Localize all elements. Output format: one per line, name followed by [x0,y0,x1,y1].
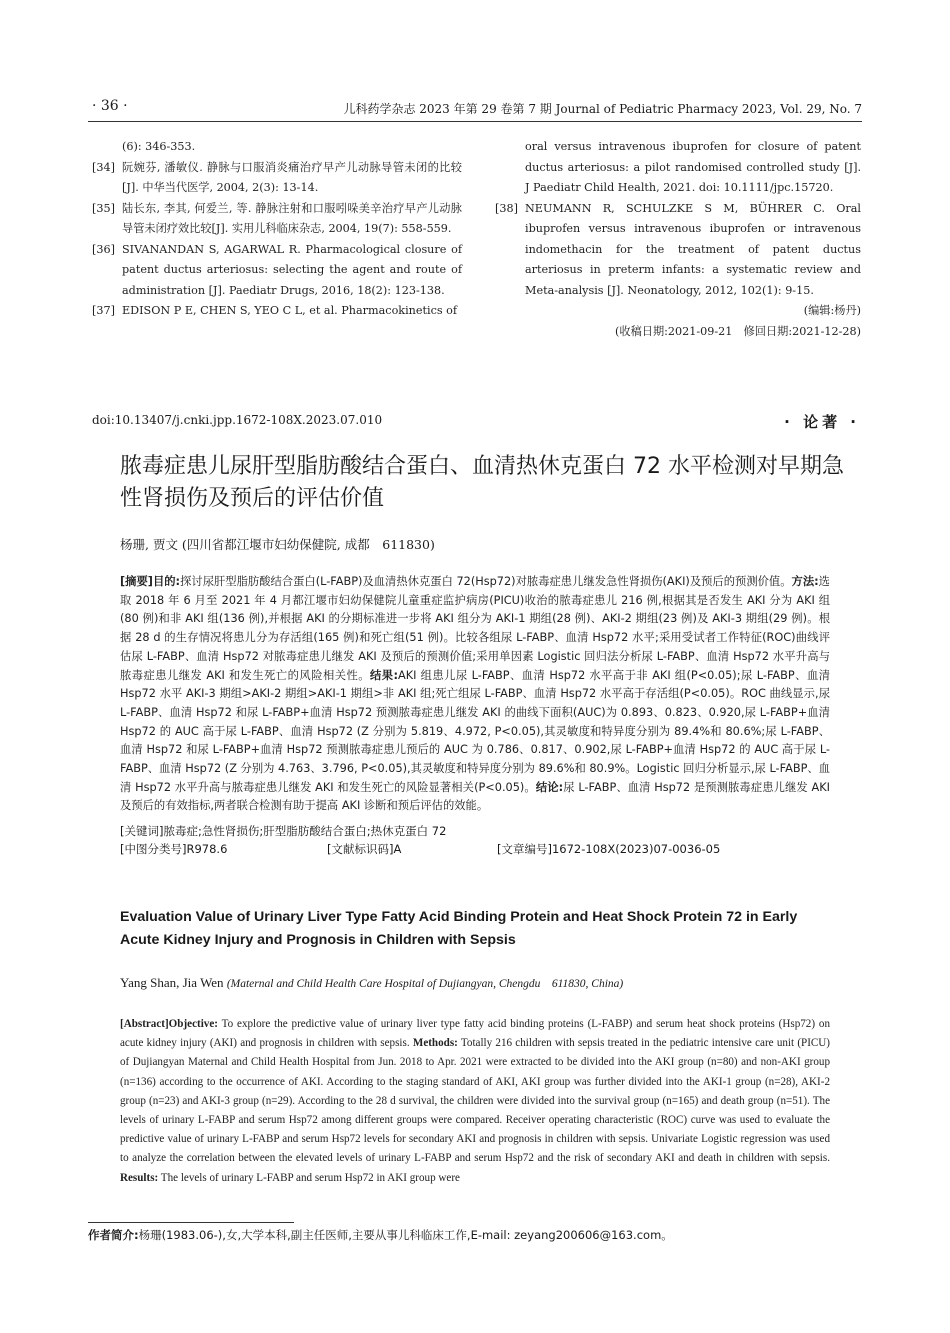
received-dates: (收稿日期:2021-09-21 修回日期:2021-12-28) [615,324,861,338]
keywords-zh: [关键词]脓毒症;急性肾损伤;肝型脂肪酸结合蛋白;热休克蛋白 72 [120,824,447,838]
conclusion-label: 结论: [535,780,564,794]
abstract-en [120,1015,830,1188]
authors-en: Yang Shan, Jia Wen (Maternal and Child Health Care Hospital of Dujiangyan, Chengdu 611830, China) [120,975,624,990]
running-header: 儿科药学杂志 2023 年第 29 卷第 7 期 Journal of Pediatric Pharmacy 2023, Vol. 29, No. 7 [343,102,862,116]
references-left-column [92,137,462,322]
conclusion-text: 尿 L-FABP、血清 Hsp72 是预测脓毒症患儿继发 AKI 及预后的有效指标,两者联合检测有助于提高 AKI 诊断和预后评估的效能。 [120,780,830,813]
page-number: · 36 · [92,98,128,114]
reference-item: [35] 陆长东, 李其, 何爱兰, 等. 静脉注射和口服吲哚美辛治疗早产儿动脉导管未闭疗效比较[J]. 实用儿科临床杂志, 2004, 19(7): 558-559. [92,201,462,235]
section-tag: · 论著 · [784,413,860,431]
methods-label: Methods: [412,1037,458,1050]
methods-label: 方法: [791,575,819,588]
results-label: 结果: [370,668,399,682]
reference-item: (6): 346-353. [122,140,196,153]
article-title-zh: 脓毒症患儿尿肝型脂肪酸结合蛋白、血清热休克蛋白 72 水平检测对早期急性肾损伤及预后的评估价值 [120,454,844,511]
article-doi: doi:10.13407/j.cnki.jpp.1672-108X.2023.07.010 [92,413,383,427]
results-label: Results: [120,1171,159,1184]
reference-item: [36] SIVANANDAN S, AGARWAL R. Pharmacological closure of patent ductus arteriosus: selecting the agent and route of administration [J]. Paediatr Drugs, 2016, 18(2): 123-138. [92,242,462,297]
results-text: AKI 组患儿尿 L-FABP、血清 Hsp72 水平高于非 AKI 组(P<0.05);尿 L-FABP、血清 Hsp72 水平 AKI-3 期组>AKI-2 期组>AKI-1 期组>非 AKI 组;死亡组尿 L-FABP、血清 Hsp72 水平高于存活组(P<0.05)。ROC 曲线显示,尿 L-FABP、血清 Hsp72 和尿 L-FABP+血清 Hsp72 预测脓毒症患儿继发 AKI 的曲线下面积(AUC)为 0.893、0.823、0.920,尿 L-FABP+血清 Hsp72 的 AUC 高于尿 L-FABP、血清 Hsp72 (Z 分别为 5.819、4.972, P<0.05),其灵敏度和特异度分别为 89.4%和 80.6%;尿 L-FABP、血清 Hsp72 和尿 L-FABP+血清 Hsp72 预测脓毒症患儿预后的 AUC 为 0.786、0.817、0.902,尿 L-FABP+血清 Hsp72 的 AUC 高于尿 L-FABP、血清 Hsp72 (Z 分别为 4.763、3.796, P<0.05),其灵敏度和特异度分别为 89.6%和 80.9%。Logistic 回归分析显示,尿 L-FABP、血清 Hsp72 水平升高与脓毒症患儿继发 AKI 和发生死亡的风险显著相关(P<0.05)。 [120,668,830,794]
objective-text: 探讨尿肝型脂肪酸结合蛋白(L-FABP)及血清热休克蛋白 72(Hsp72)对脓毒症患儿继发急性肾损伤(AKI)及预后的预测价值。 [180,575,792,588]
article-title-en: Evaluation Value of Urinary Liver Type Fatty Acid Binding Protein and Heat Shock Protein 72 in Early Acute Kidney Injury and Prognosis in Children with Sepsis [120,909,798,948]
reference-item: [37] EDISON P E, CHEN S, YEO C L, et al. Pharmacokinetics of [92,304,458,317]
authors-zh: 杨珊, 贾文 (四川省都江堰市妇幼保健院, 成都 611830) [120,537,435,552]
header-rule [88,121,862,122]
document-code: [文献标识码]A [327,842,402,856]
results-text: The levels of urinary L-FABP and serum Hsp72 in AKI group were [160,1171,460,1184]
clc-number: [中图分类号]R978.6 [120,842,228,856]
objective-label: 目的: [152,575,181,588]
footnote-rule [88,1222,294,1223]
reference-item: oral versus intravenous ibuprofen for closure of patent ductus arteriosus: a pilot randomised controlled study [J]. J Paediatr Child Health, 2021. doi: 10.1111/jpc.15720. [525,140,861,194]
references-right-column [495,137,861,342]
author-footnote: 作者简介:杨珊(1983.06-),女,大学本科,副主任医师,主要从事儿科临床工作,E-mail: zeyang200606@163.com。 [88,1228,673,1242]
reference-item: [34] 阮婉芬, 潘敏仪. 静脉与口服消炎痛治疗早产儿动脉导管未闭的比较[J]. 中华当代医学, 2004, 2(3): 13-14. [92,160,462,194]
methods-text: 选取 2018 年 6 月至 2021 年 4 月都江堰市妇幼保健院儿童重症监护病房(PICU)收治的脓毒症患儿 216 例,根据其是否发生 AKI 分为 AKI 组(80 例)和非 AKI 组(136 例),并根据 AKI 的分期标准进一步将 AKI 组分为 AKI-1 期组(28 例)、AKI-2 期组(23 例)及 AKI-3 期组(29 例)。根据 28 d 的生存情况将患儿分为存活组(165 例)和死亡组(51 例)。比较各组尿 L-FABP、血清 Hsp72 水平;采用受试者工作特征(ROC)曲线评估尿 L-FABP、血清 Hsp72 对脓毒症患儿继发 AKI 及预后的预测价值;采用单因素 Logistic 回归法分析尿 L-FABP、血清 Hsp72 水平升高与脓毒症患儿继发 AKI 和发生死亡的风险相关性。 [120,575,830,682]
abstract-label: [Abstract] [120,1018,169,1030]
objective-text: To explore the predictive value of urinary liver type fatty acid binding proteins (L-FABP) and serum heat shock proteins (Hsp72) on acute kidney injury (AKI) and prognosis in children with sepsis. [120,1018,830,1050]
methods-text: Totally 216 children with sepsis treated in the pediatric intensive care unit (PICU) of Dujiangyan Maternal and Child Health Hospital from Jun. 2018 to Apr. 2021 were extracted to be divided into the AKI group (n=80) and non-AKI group (n=136) according to the occurrence of AKI. According to the staging standard of AKI, AKI group was further divided into the AKI-1 group (n=28), AKI-2 group (n=23) and AKI-3 group (n=29). According to the 28 d survival, the children were divided into the survival group (n=165) and death group (n=51). The levels of urinary L-FABP and serum Hsp72 among different groups were compared. Receiver operating characteristic (ROC) curve was used to evaluate the predictive value of urinary L-FABP and serum Hsp72 levels for secondary AKI and prognosis in children with sepsis. Univariate Logistic regression was used to analyze the correlation between the elevated levels of urinary L-FABP and serum Hsp72 and the risk of secondary AKI and death in children with sepsis. [120,1037,830,1165]
abstract-label: [摘要] [120,575,153,588]
reference-item: [38] NEUMANN R, SCHULZKE S M, BÜHRER C. Oral ibuprofen versus intravenous ibuprofen or intravenous indomethacin for the treatment of patent ductus arteriosus in preterm infants: a systematic review and Meta-analysis [J]. Neonatology, 2012, 102(1): 9-15. [495,201,861,297]
objective-label: Objective: [168,1018,218,1030]
article-number: [文章编号]1672-108X(2023)07-0036-05 [497,842,721,856]
editor-note: (编辑:杨丹) [803,304,861,317]
abstract-zh [120,573,830,816]
